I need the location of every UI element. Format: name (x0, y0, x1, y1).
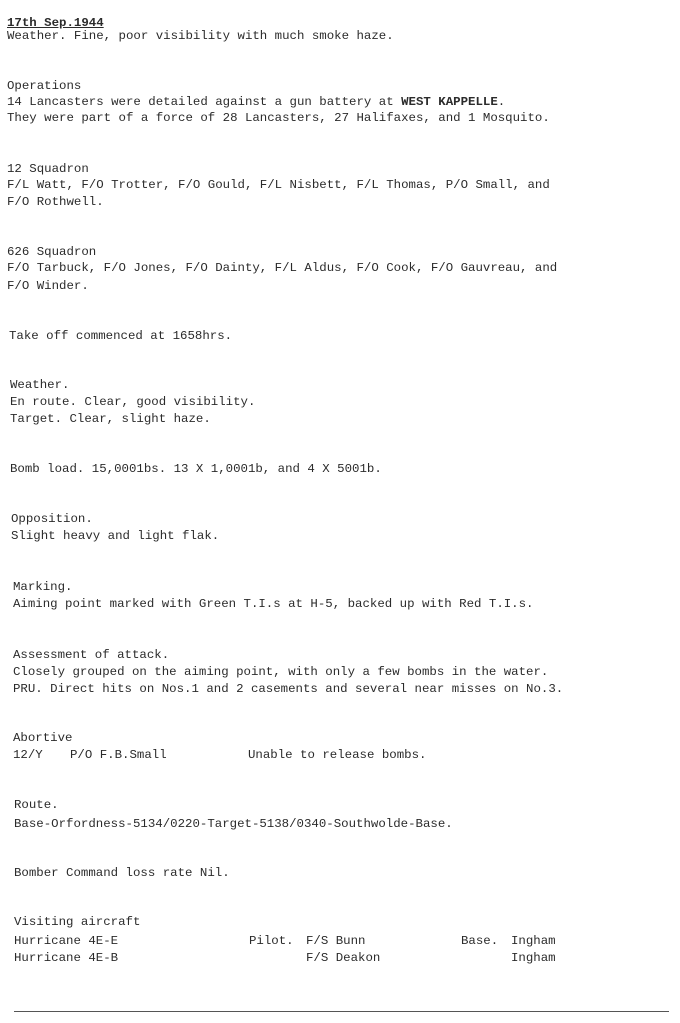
visiting-pilot-label: Pilot. (249, 934, 294, 948)
weather-target: Target. Clear, slight haze. (10, 412, 211, 426)
weather-heading: Weather. (10, 378, 70, 392)
loss-rate: Bomber Command loss rate Nil. (14, 866, 230, 880)
squadron-12-heading: 12 Squadron (7, 162, 89, 176)
operations-line-1-suffix: . (497, 95, 506, 109)
visiting-aircraft: Hurricane 4E-E (14, 934, 119, 948)
squadron-626-crew-line-2: F/O Winder. (7, 279, 89, 293)
marking-heading: Marking. (13, 580, 73, 594)
abortive-reason: Unable to release bombs. (248, 748, 427, 762)
marking-text: Aiming point marked with Green T.I.s at H-5, backed up with Red T.I.s. (13, 597, 534, 611)
visiting-base-label: Base. (461, 934, 499, 948)
squadron-12-crew-line-2: F/O Rothwell. (7, 195, 104, 209)
visiting-heading: Visiting aircraft (14, 915, 141, 929)
visiting-pilot: F/S Bunn (306, 934, 366, 948)
opposition-text: Slight heavy and light flak. (11, 529, 220, 543)
page-divider (14, 1011, 669, 1012)
operations-line-2: They were part of a force of 28 Lancasters, 27 Halifaxes, and 1 Mosquito. (7, 111, 550, 125)
visiting-pilot: F/S Deakon (306, 951, 381, 965)
operations-line-1 (7, 94, 505, 111)
assessment-heading: Assessment of attack. (13, 648, 170, 662)
operations-heading: Operations (7, 79, 82, 93)
route-heading: Route. (14, 798, 59, 812)
assessment-line-2: PRU. Direct hits on Nos.1 and 2 casements and several near misses on No.3. (13, 682, 564, 696)
operations-line-1-prefix: 14 Lancasters were detailed against a gun battery at (7, 95, 402, 109)
abortive-pilot: P/O F.B.Small (70, 748, 167, 762)
squadron-626-crew-line-1: F/O Tarbuck, F/O Jones, F/O Dainty, F/L Aldus, F/O Cook, F/O Gauvreau, and (7, 261, 558, 275)
opposition-heading: Opposition. (11, 512, 93, 526)
bomb-load: Bomb load. 15,0001bs. 13 X 1,0001b, and 4 X 5001b. (10, 462, 382, 476)
weather-summary: Weather. Fine, poor visibility with much smoke haze. (7, 29, 394, 43)
route-text: Base-Orfordness-5134/0220-Target-5138/0340-Southwolde-Base. (14, 817, 453, 831)
target-name: WEST KAPPELLE (401, 95, 498, 109)
squadron-626-heading: 626 Squadron (7, 245, 97, 259)
visiting-aircraft: Hurricane 4E-B (14, 951, 119, 965)
abortive-heading: Abortive (13, 731, 73, 745)
abortive-code: 12/Y (13, 748, 43, 762)
squadron-12-crew-line-1: F/L Watt, F/O Trotter, F/O Gould, F/L Nisbett, F/L Thomas, P/O Small, and (7, 178, 550, 192)
weather-en-route: En route. Clear, good visibility. (10, 395, 256, 409)
assessment-line-1: Closely grouped on the aiming point, with only a few bombs in the water. (13, 665, 549, 679)
visiting-base: Ingham (511, 951, 556, 965)
visiting-base: Ingham (511, 934, 556, 948)
takeoff-time: Take off commenced at 1658hrs. (9, 329, 233, 343)
entry-date: 17th Sep.1944 (7, 16, 104, 30)
